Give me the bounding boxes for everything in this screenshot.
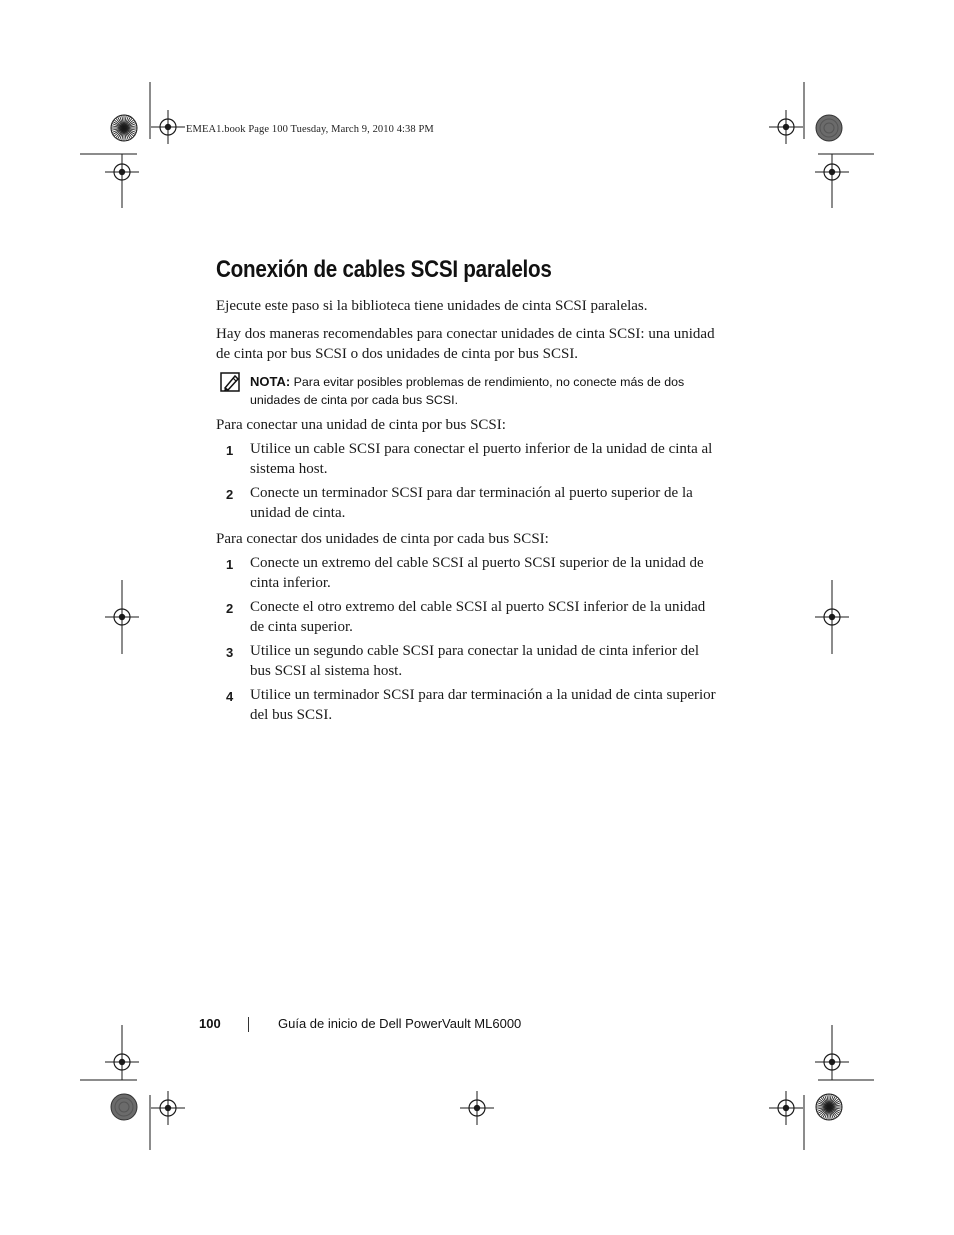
list-item bbox=[216, 598, 716, 637]
list-item bbox=[216, 686, 716, 725]
list-item bbox=[216, 440, 716, 479]
starburst-mark bbox=[816, 1094, 842, 1120]
step-number: 2 bbox=[226, 601, 234, 616]
registration-mark bbox=[151, 1091, 185, 1125]
page-content bbox=[216, 256, 716, 731]
section1-lead: Para conectar una unidad de cinta por bus SCSI: bbox=[216, 417, 506, 433]
step-text: Conecte un terminador SCSI para dar terminación al puerto superior de la unidad de cinta. bbox=[250, 485, 693, 521]
gray-disc-mark bbox=[816, 115, 842, 141]
note-label: NOTA: bbox=[250, 374, 291, 389]
registration-mark bbox=[769, 110, 803, 144]
step-text: Utilice un terminador SCSI para dar terminación a la unidad de cinta superior del bus SCSI. bbox=[250, 687, 716, 723]
registration-mark bbox=[151, 110, 185, 144]
footer-book-title: Guía de inicio de Dell PowerVault ML6000 bbox=[278, 1016, 522, 1031]
gray-disc-mark bbox=[111, 1094, 137, 1120]
methods-paragraph: Hay dos maneras recomendables para conectar unidades de cinta SCSI: una unidad de cinta por bus SCSI o dos unidades de cinta por bus SCSI. bbox=[216, 326, 715, 362]
section2-lead: Para conectar dos unidades de cinta por cada bus SCSI: bbox=[216, 531, 549, 547]
step-text: Utilice un segundo cable SCSI para conectar la unidad de cinta inferior del bus SCSI al sistema host. bbox=[250, 643, 700, 679]
step-number: 2 bbox=[226, 487, 234, 502]
step-number: 4 bbox=[226, 689, 234, 704]
step-number: 3 bbox=[226, 645, 234, 660]
starburst-mark bbox=[111, 115, 137, 141]
step-text: Conecte el otro extremo del cable SCSI al puerto SCSI inferior de la unidad de cinta superior. bbox=[250, 599, 706, 635]
note-body: Para evitar posibles problemas de rendimiento, no conecte más de dos unidades de cinta por cada bus SCSI. bbox=[250, 375, 685, 407]
intro-paragraph: Ejecute este paso si la biblioteca tiene unidades de cinta SCSI paralelas. bbox=[216, 298, 648, 314]
step-number: 1 bbox=[226, 557, 234, 572]
section2-steps bbox=[216, 554, 716, 725]
page-footer bbox=[199, 1016, 522, 1031]
registration-mark bbox=[769, 1091, 803, 1125]
section1-steps bbox=[216, 440, 716, 523]
page-title: Conexión de cables SCSI paralelos bbox=[216, 256, 552, 283]
footer-divider bbox=[248, 1017, 249, 1032]
step-text: Conecte un extremo del cable SCSI al puerto SCSI superior de la unidad de cinta inferior. bbox=[250, 555, 704, 591]
step-text: Utilice un cable SCSI para conectar el puerto inferior de la unidad de cinta al sistema host. bbox=[250, 441, 713, 477]
step-number: 1 bbox=[226, 443, 234, 458]
page-number: 100 bbox=[199, 1016, 221, 1031]
note-text bbox=[250, 373, 716, 409]
list-item bbox=[216, 554, 716, 593]
registration-mark bbox=[460, 1091, 494, 1125]
list-item bbox=[216, 484, 716, 523]
list-item bbox=[216, 642, 716, 681]
note-pencil-icon bbox=[220, 372, 242, 392]
book-header: EMEA1.book Page 100 Tuesday, March 9, 2010 4:38 PM bbox=[186, 124, 434, 135]
note-box bbox=[216, 373, 716, 409]
